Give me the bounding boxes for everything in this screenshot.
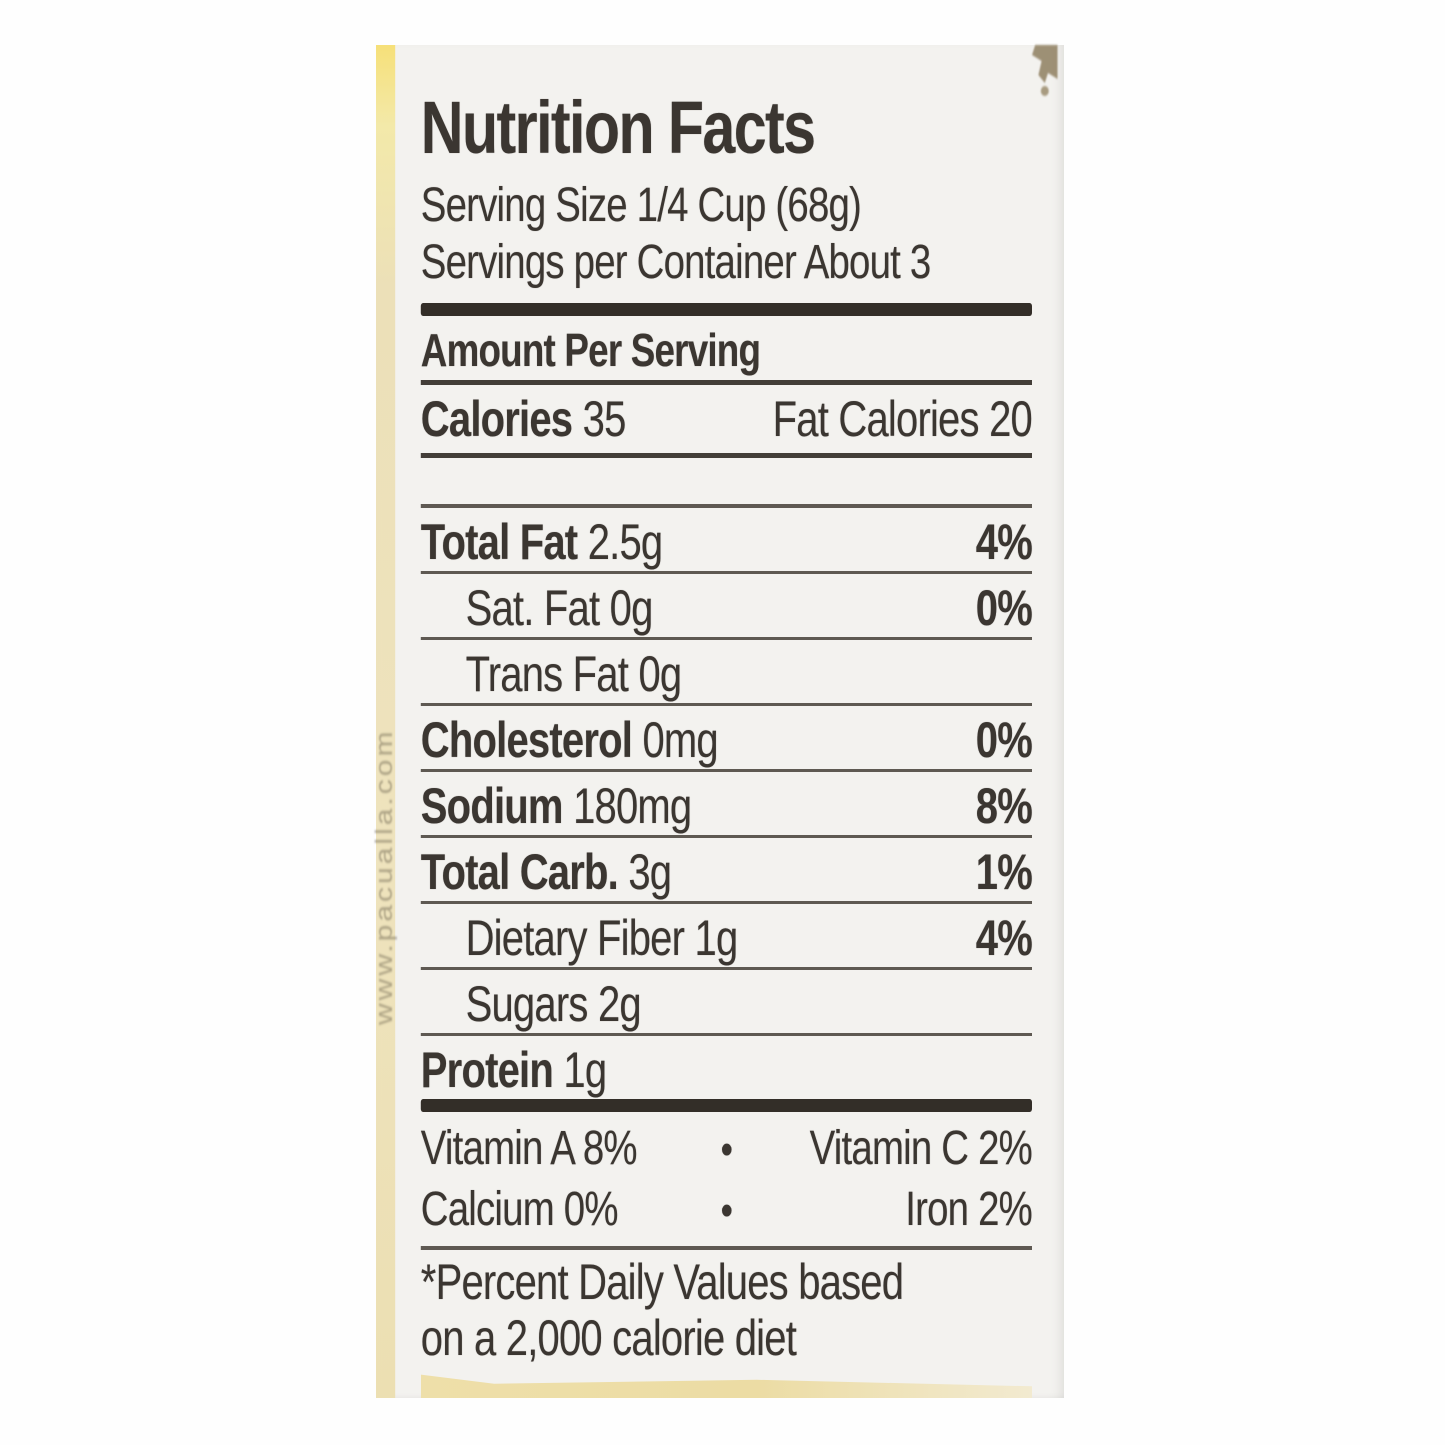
amount-per-serving-heading: Amount Per Serving bbox=[421, 326, 1032, 385]
row-sugars: Sugars 2g bbox=[421, 970, 1032, 1036]
percent-daily-value: 1% bbox=[975, 844, 1032, 900]
vitamin-c-value: Vitamin C 2% bbox=[809, 1122, 1032, 1175]
vitamin-a-value: Vitamin A 8% bbox=[420, 1122, 637, 1175]
bullet-separator-icon: • bbox=[720, 1125, 733, 1174]
vitamin-a-c-row bbox=[421, 1112, 1032, 1175]
row-sodium: Sodium 180mg 8% bbox=[421, 772, 1032, 838]
thick-separator-bottom bbox=[421, 1099, 1032, 1112]
calories-row bbox=[421, 385, 1032, 458]
row-total-carb: Total Carb. 3g 1% bbox=[421, 838, 1032, 904]
bullet-separator-icon: • bbox=[720, 1186, 733, 1235]
iron-value: Iron 2% bbox=[905, 1183, 1032, 1236]
row-protein: Protein 1g bbox=[420, 1042, 607, 1098]
footnote-line-2: on a 2,000 calorie diet bbox=[420, 1310, 797, 1366]
thick-separator-top bbox=[421, 303, 1032, 316]
daily-value-spacer-row bbox=[421, 458, 1032, 508]
fat-calories-value: Fat Calories 20 bbox=[772, 391, 1032, 447]
calcium-value: Calcium 0% bbox=[420, 1183, 618, 1236]
percent-daily-value: 4% bbox=[975, 514, 1032, 570]
servings-per-container-line: Servings per Container About 3 bbox=[420, 236, 931, 289]
calcium-iron-row bbox=[421, 1175, 1032, 1250]
bottom-cream-band bbox=[421, 1372, 1032, 1398]
percent-daily-value: 0% bbox=[975, 712, 1032, 768]
row-trans-fat: Trans Fat 0g bbox=[421, 640, 1032, 706]
daily-values-footnote bbox=[421, 1254, 1032, 1366]
label-title: Nutrition Facts bbox=[420, 86, 815, 169]
percent-daily-value: 8% bbox=[975, 778, 1032, 834]
label-left-edge-strip bbox=[371, 45, 398, 1398]
row-cholesterol: Cholesterol 0mg 0% bbox=[421, 706, 1032, 772]
label-content bbox=[376, 45, 1064, 1398]
row-total-fat: Total Fat 2.5g 4% bbox=[421, 508, 1032, 574]
percent-daily-value: 4% bbox=[975, 910, 1032, 966]
serving-size-line: Serving Size 1/4 Cup (68g) bbox=[420, 179, 862, 232]
row-dietary-fiber: Dietary Fiber 1g 4% bbox=[421, 904, 1032, 970]
nutrition-facts-label bbox=[371, 45, 1064, 1398]
calories-value: Calories 35 bbox=[420, 391, 626, 447]
torn-corner-mark bbox=[1021, 45, 1058, 115]
side-vertical-text: www.pacualla.com bbox=[371, 728, 398, 1025]
row-sat-fat: Sat. Fat 0g 0% bbox=[421, 574, 1032, 640]
percent-daily-value: 0% bbox=[975, 580, 1032, 636]
footnote-line-1: *Percent Daily Values based bbox=[420, 1254, 904, 1310]
